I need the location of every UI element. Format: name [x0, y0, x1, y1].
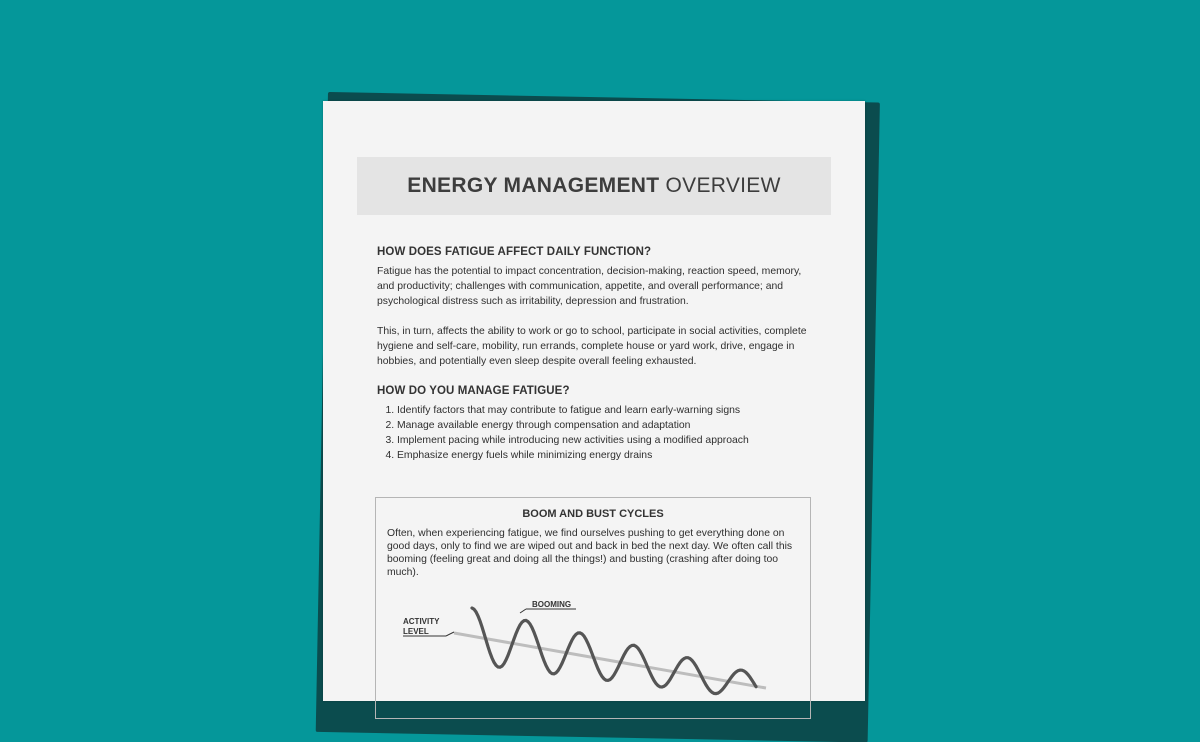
section-fatigue-effects: [377, 246, 817, 369]
section-heading: HOW DO YOU MANAGE FATIGUE?: [377, 385, 570, 397]
paragraph: Fatigue has the potential to impact concentration, decision-making, reaction speed, memory, and productivity; challenges with communication, appetite, and overall performance; and psychological distress such as irritability, depression and frustration.: [377, 266, 802, 307]
page-title: [407, 174, 780, 198]
activity-wave: [472, 608, 756, 694]
activity-pointer: [446, 632, 454, 636]
section-manage-fatigue: [377, 385, 817, 463]
list-item: 4. Emphasize energy fuels while minimizing energy drains: [397, 448, 817, 463]
title-light: OVERVIEW: [665, 174, 781, 197]
activity-label-line2: LEVEL: [403, 627, 429, 636]
box-paragraph: Often, when experiencing fatigue, we find ourselves pushing to get everything done on good days, only to find we are wiped out and back in bed the next day. We often call this booming (feeling great and doing all the things!) and busting (crashing after doing too much).: [387, 528, 793, 578]
boom-bust-box: [375, 497, 811, 719]
title-banner: [357, 157, 831, 215]
list-item: 2. Manage available energy through compensation and adaptation: [397, 418, 817, 433]
booming-label: BOOMING: [532, 600, 572, 609]
paragraph: This, in turn, affects the ability to work or go to school, participate in social activities, complete hygiene and self-care, mobility, run errands, complete house or yard work, drive, engage in hobbies, and potentially even sleep despite overall feeling exhausted.: [377, 326, 807, 367]
title-bold: ENERGY MANAGEMENT: [407, 174, 660, 197]
boom-bust-diagram: [376, 498, 810, 718]
list-item: 1. Identify factors that may contribute to fatigue and learn early-warning signs: [397, 403, 817, 418]
activity-label-line1: ACTIVITY: [403, 617, 440, 626]
document-page: [323, 101, 865, 701]
numbered-list: [377, 403, 817, 463]
booming-pointer: [520, 609, 526, 613]
box-title: BOOM AND BUST CYCLES: [522, 508, 664, 520]
section-heading: HOW DOES FATIGUE AFFECT DAILY FUNCTION?: [377, 246, 652, 258]
list-item: 3. Implement pacing while introducing new activities using a modified approach: [397, 433, 817, 448]
